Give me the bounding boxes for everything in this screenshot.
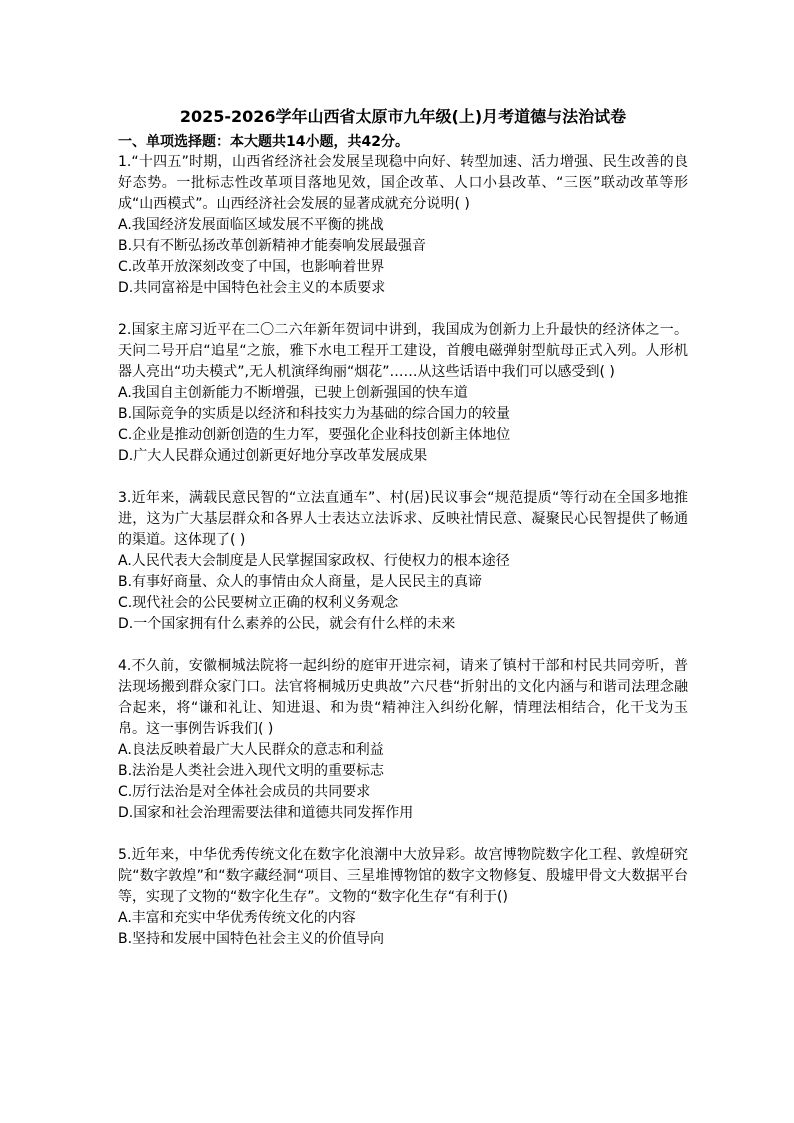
question-stem: 1.“十四五”时期，山西省经济社会发展呈现稳中向好、转型加速、活力增强、民生改善的良好态势。一批标志性改革项目落地见效，国企改革、人口小县改革、“三医”联动改革等形成“山西模式”。山西经济社会发展的显著成就充分说明( ) xyxy=(118,154,688,212)
option-a: A.人民代表大会制度是人民掌握国家政权、行使权力的根本途径 xyxy=(118,553,510,569)
option-b: B.坚持和发展中国特色社会主义的价值导向 xyxy=(118,931,385,947)
option-c: C.厉行法治是对全体社会成员的共同要求 xyxy=(118,784,371,800)
option-b: B.法治是人类社会进入现代文明的重要标志 xyxy=(118,763,385,779)
question-5 xyxy=(118,845,688,950)
option-c: C.现代社会的公民要树立正确的权利义务观念 xyxy=(118,595,399,611)
question-4 xyxy=(118,656,688,824)
option-a: A.丰富和充实中华优秀传统文化的内容 xyxy=(118,910,356,926)
section-heading: 一、单项选择题：本大题共14小题，共42分。 xyxy=(118,134,409,150)
exam-page xyxy=(118,104,688,950)
question-1 xyxy=(118,152,688,299)
option-d: D.国家和社会治理需要法律和道德共同发挥作用 xyxy=(118,805,414,821)
option-b: B.只有不断弘扬改革创新精神才能奏响发展最强音 xyxy=(118,238,427,254)
option-a: A.我国自主创新能力不断增强，已驶上创新强国的快车道 xyxy=(118,385,468,401)
question-stem: 5.近年来，中华优秀传统文化在数字化浪潮中大放异彩。故宫博物院数字化工程、敦煌研究院“数字敦煌”和“数字藏经洞“项目、三星堆博物馆的数字文物修复、殷墟甲骨文大数据平台等，实现了文物的“数字化生存”。文物的“数字化生存“有利于() xyxy=(118,847,688,905)
option-c: C.改革开放深刻改变了中国，也影响着世界 xyxy=(118,259,385,275)
option-c: C.企业是推动创新创造的生力军，要强化企业科技创新主体地位 xyxy=(118,427,511,443)
question-stem: 3.近年来，满载民意民智的“立法直通车”、村(居)民议事会“规范提质“等行动在全国多地推进，这为广大基层群众和各界人士表达立法诉求、反映社情民意、凝聚民心民智提供了畅通的渠道。这体现了( ) xyxy=(118,490,688,548)
option-a: A.良法反映着最广大人民群众的意志和利益 xyxy=(118,742,384,758)
option-b: B.国际竞争的实质是以经济和科技实力为基础的综合国力的较量 xyxy=(118,406,511,422)
option-b: B.有事好商量、众人的事情由众人商量，是人民民主的真谛 xyxy=(118,574,483,590)
question-3 xyxy=(118,488,688,635)
question-stem: 4.不久前，安徽桐城法院将一起纠纷的庭审开进宗祠，请来了镇村干部和村民共同旁听，普法现场搬到群众家门口。法官将桐城历史典故”六尺巷“折射出的文化内涵与和谐司法理念融合起来，将“谦和礼让、知进退、和为贵“精神注入纠纷化解，情理法相结合，化干戈为玉帛。这一事例告诉我们( ) xyxy=(118,658,688,737)
option-d: D.广大人民群众通过创新更好地分享改革发展成果 xyxy=(118,448,428,464)
exam-title: 2025-2026学年山西省太原市九年级(上)月考道德与法治试卷 xyxy=(179,107,627,126)
question-2 xyxy=(118,320,688,467)
question-stem: 2.国家主席习近平在二〇二六年新年贺词中讲到，我国成为创新力上升最快的经济体之一。天问二号开启“追星“之旅，雅下水电工程开工建设，首艘电磁弹射型航母正式入列。人形机器人亮出“功夫模式”,无人机演绎绚丽“烟花”……从这些话语中我们可以感受到( ) xyxy=(118,322,688,380)
option-a: A.我国经济发展面临区域发展不平衡的挑战 xyxy=(118,217,384,233)
option-d: D.共同富裕是中国特色社会主义的本质要求 xyxy=(118,280,386,296)
option-d: D.一个国家拥有什么素养的公民，就会有什么样的未来 xyxy=(118,616,456,632)
